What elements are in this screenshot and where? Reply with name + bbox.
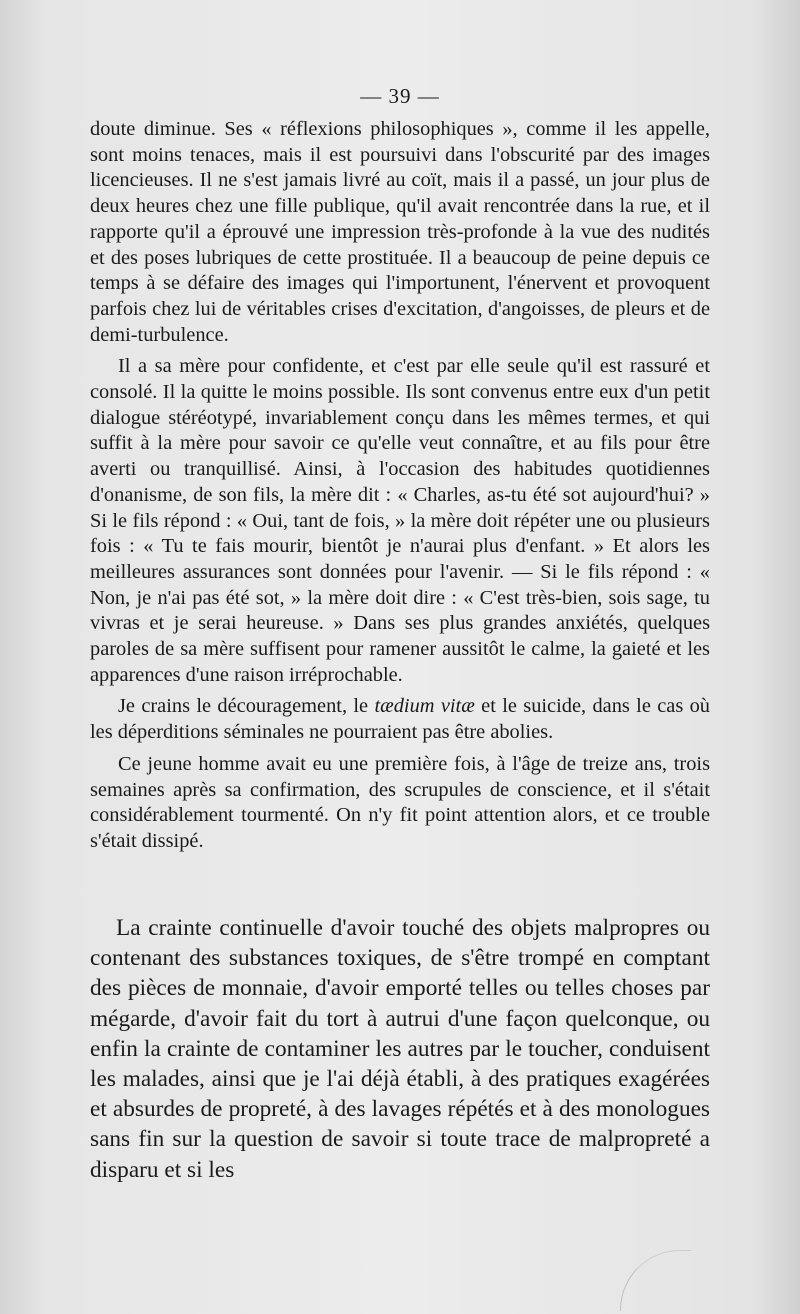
paragraph-3 (90, 694, 710, 745)
paragraph-4: Ce jeune homme avait eu une première fois, à l'âge de treize ans, trois semaines après sa confirmation, des scrupules de conscience, et il s'était considérablement tourmenté. On n'y fit point attention alors, et ce trouble s'était dissipé. (90, 752, 710, 852)
page-smudge (620, 1250, 691, 1311)
large-text-section (90, 913, 710, 1185)
paragraph-3-end: et le suicide, dans le cas où les déperditions séminales ne pourraient pas être abolies. (90, 695, 710, 744)
paragraph-1: doute diminue. Ses « réflexions philosophiques », comme il les appelle, sont moins tenaces, mais il est poursuivi dans l'obscurité par des images licencieuses. Il ne s'est jamais livré au coït, mais il a passé, un jour plus de deux heures chez une fille publique, qu'il avait rencontrée dans la rue, et il rapporte qu'il a éprouvé une impression très-profonde à la vue des nudités et des poses lubriques de cette prostituée. Il a beaucoup de peine depuis ce temps à se défaire des images qui l'importunent, l'énervent et provoquent parfois chez lui de véritables crises d'excitation, d'angoisses, de pleurs et de demi-turbulence. (90, 118, 710, 346)
body-text (90, 117, 710, 861)
italic-phrase: tædium vitæ (374, 695, 475, 718)
large-paragraph-1: La crainte continuelle d'avoir touché des objets malpropres ou contenant des substances toxiques, de s'être trompé en comptant des pièces de monnaie, d'avoir emporté telles ou telles choses par mégarde, d'avoir fait du tort à autrui d'une façon quelconque, ou enfin la crainte de contaminer les autres par le toucher, conduisent les malades, ainsi que je l'ai déjà établi, à des pratiques exagérées et absurdes de propreté, à des lavages répétés et à des monologues sans fin sur la question de savoir si toute trace de malpropreté a disparu et si les (90, 915, 710, 1183)
page-number: — 39 — (360, 84, 440, 108)
paragraph-3-start: Je crains le découragement, le (118, 695, 375, 718)
paragraph-2: Il a sa mère pour confidente, et c'est par elle seule qu'il est rassuré et consolé. Il la quitte le moins possible. Ils sont convenus entre eux d'un petit dialogue stéréotypé, invariablement conçu dans les mêmes termes, et qui suffit à la mère pour savoir ce qu'elle veut connaître, et au fils pour être averti ou tranquillisé. Ainsi, à l'occasion des habitudes quotidiennes d'onanisme, de son fils, la mère dit : « Charles, as-tu été sot aujourd'hui? » Si le fils répond : « Oui, tant de fois, » la mère doit répéter une ou plusieurs fois : « Tu te fais mourir, bientôt je n'aurai plus d'enfant. » Et alors les meilleures assurances sont données pour l'avenir. — Si le fils répond : « Non, je n'ai pas été sot, » la mère doit dire : « C'est très-bien, sois sage, tu vivras et je serai heureuse. » Dans ses plus grandes anxiétés, quelques paroles de sa mère suffisent pour ramener aussitôt le calme, la gaieté et les apparences d'une raison irréprochable. (90, 355, 710, 686)
